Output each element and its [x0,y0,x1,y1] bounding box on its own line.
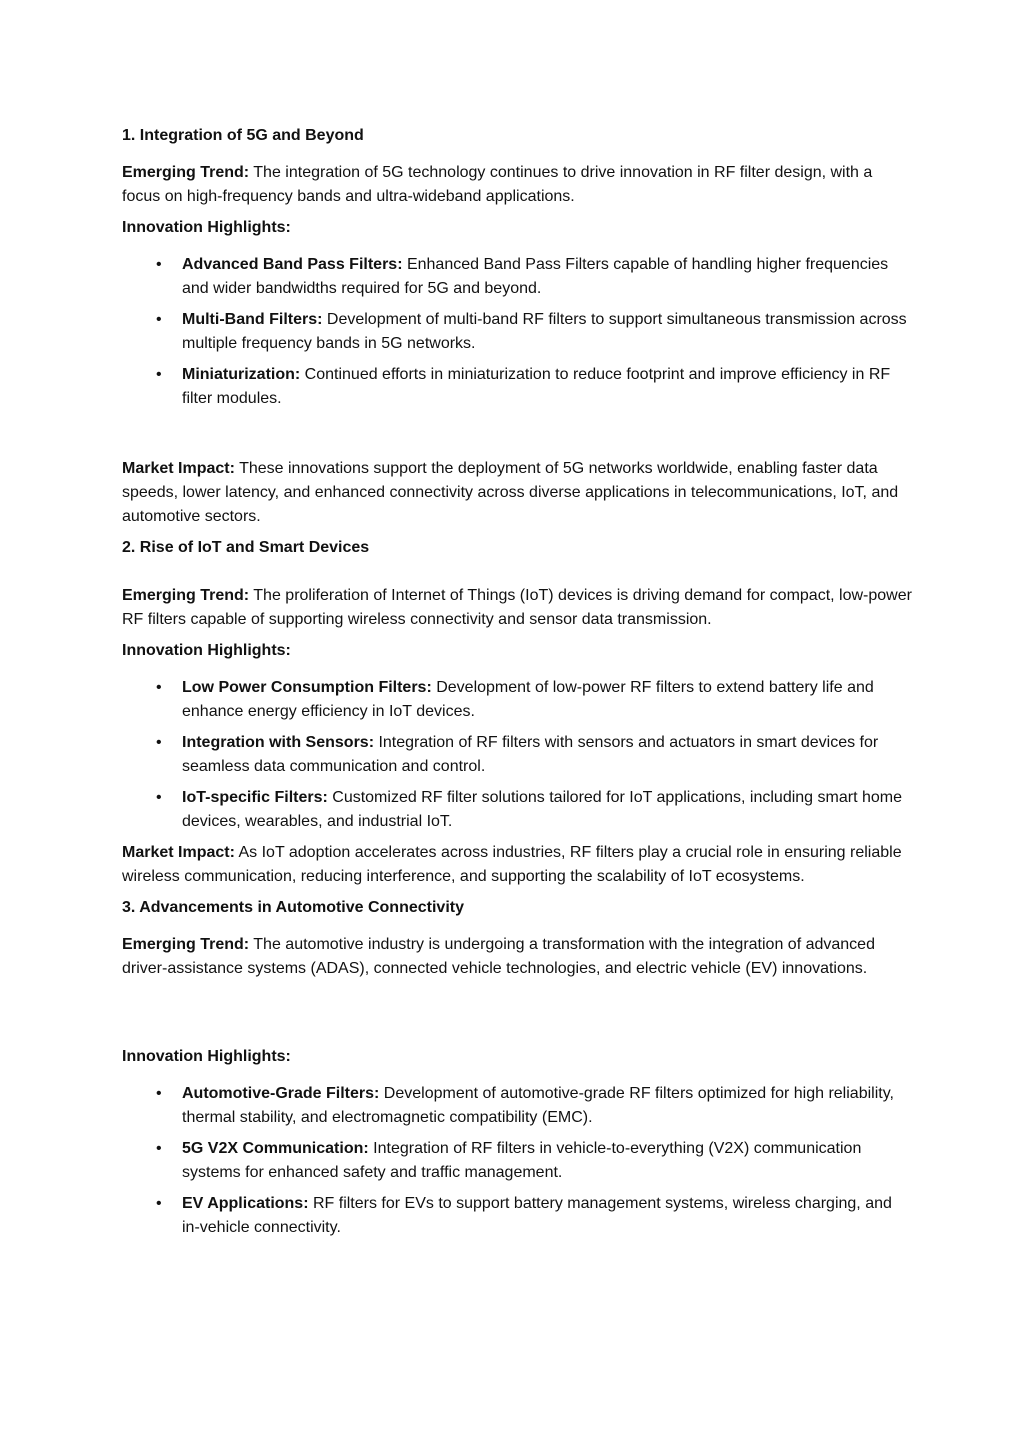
document-page [122,124,912,1240]
section-3-highlights-label: Innovation Highlights: [122,1048,291,1065]
bullet-icon: • [156,1195,162,1212]
list-item [122,786,912,834]
trend-label: Emerging Trend: [122,164,250,181]
bullet-title: Advanced Band Pass Filters: [182,256,403,273]
bullet-text: Development of low-power RF filters to extend battery life and enhance energy efficiency in IoT devices. [182,679,874,720]
bullet-title: Low Power Consumption Filters: [182,679,432,696]
list-item [122,731,912,779]
bullet-title: Integration with Sensors: [182,734,375,751]
impact-label: Market Impact: [122,844,235,861]
section-1-highlights-label: Innovation Highlights: [122,219,291,236]
section-2-bullet-list [122,676,912,834]
trend-text: The proliferation of Internet of Things (IoT) devices is driving demand for compact, low-power RF filters capable of supporting wireless connectivity and sensor data transmission. [122,587,912,628]
impact-text: As IoT adoption accelerates across industries, RF filters play a crucial role in ensuring reliable wireless communication, reducing interference, and supporting the scalability of IoT ecosystems. [122,844,902,885]
section-1-impact [122,457,912,529]
section-2-highlights-label: Innovation Highlights: [122,642,291,659]
bullet-icon: • [156,734,162,751]
section-2-heading: 2. Rise of IoT and Smart Devices [122,539,370,556]
bullet-text: Customized RF filter solutions tailored for IoT applications, including smart home devices, wearables, and industrial IoT. [182,789,902,830]
impact-text: These innovations support the deployment of 5G networks worldwide, enabling faster data speeds, lower latency, and enhanced connectivity across diverse applications in telecommunications, IoT, and automotive sectors. [122,460,899,525]
section-2-impact [122,841,912,889]
bullet-text: Integration of RF filters in vehicle-to-everything (V2X) communication systems for enhanced safety and traffic management. [182,1140,862,1181]
bullet-icon: • [156,1140,162,1157]
bullet-text: Enhanced Band Pass Filters capable of handling higher frequencies and wider bandwidths required for 5G and beyond. [182,256,889,297]
bullet-icon: • [156,679,162,696]
trend-label: Emerging Trend: [122,587,250,604]
bullet-icon: • [156,256,162,273]
section-3-heading: 3. Advancements in Automotive Connectivity [122,899,464,916]
section-1-bullet-list [122,253,912,411]
list-item [122,1082,912,1130]
bullet-icon: • [156,789,162,806]
trend-label: Emerging Trend: [122,936,250,953]
section-3-trend [122,933,912,981]
bullet-title: Automotive-Grade Filters: [182,1085,380,1102]
section-1-heading: 1. Integration of 5G and Beyond [122,127,364,144]
bullet-text: Integration of RF filters with sensors and actuators in smart devices for seamless data communication and control. [182,734,879,775]
bullet-icon: • [156,311,162,328]
list-item [122,253,912,301]
bullet-title: IoT-specific Filters: [182,789,328,806]
bullet-title: Multi-Band Filters: [182,311,323,328]
bullet-text: Continued efforts in miniaturization to reduce footprint and improve efficiency in RF filter modules. [182,366,891,407]
bullet-icon: • [156,1085,162,1102]
list-item [122,1137,912,1185]
section-1-trend [122,161,912,209]
bullet-title: 5G V2X Communication: [182,1140,369,1157]
impact-label: Market Impact: [122,460,235,477]
section-3-bullet-list [122,1082,912,1240]
bullet-title: Miniaturization: [182,366,301,383]
section-2-trend [122,584,912,632]
list-item [122,363,912,411]
trend-text: The integration of 5G technology continues to drive innovation in RF filter design, with a focus on high-frequency bands and ultra-wideband applications. [122,164,873,205]
bullet-text: Development of automotive-grade RF filters optimized for high reliability, thermal stability, and electromagnetic compatibility (EMC). [182,1085,894,1126]
list-item [122,308,912,356]
trend-text: The automotive industry is undergoing a transformation with the integration of advanced driver-assistance systems (ADAS), connected vehicle technologies, and electric vehicle (EV) innovations. [122,936,875,977]
list-item [122,1192,912,1240]
list-item [122,676,912,724]
bullet-title: EV Applications: [182,1195,309,1212]
bullet-icon: • [156,366,162,383]
bullet-text: Development of multi-band RF filters to support simultaneous transmission across multiple frequency bands in 5G networks. [182,311,907,352]
bullet-text: RF filters for EVs to support battery management systems, wireless charging, and in-vehicle connectivity. [182,1195,892,1236]
